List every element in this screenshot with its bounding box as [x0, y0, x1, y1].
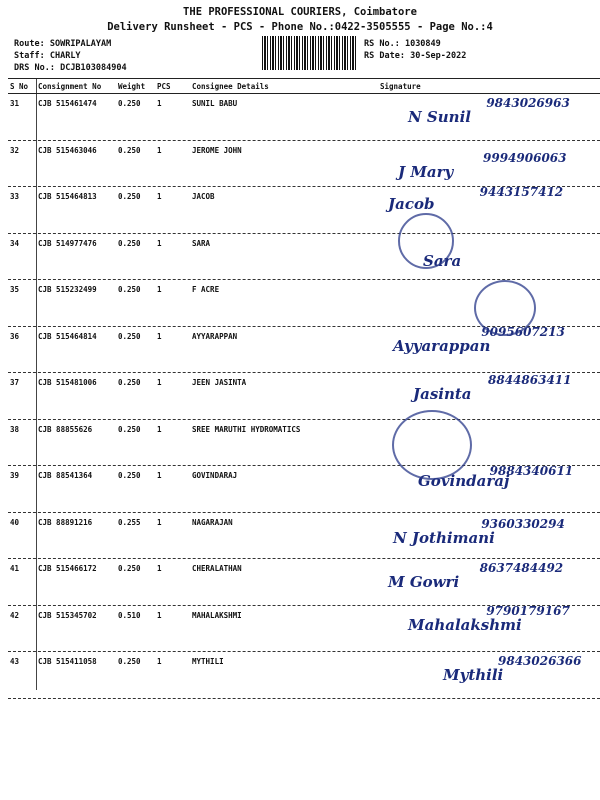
row-consignment: CJB 515461474 [38, 99, 97, 108]
row-sno: 34 [10, 238, 20, 248]
row-consignment: CJB 515345702 [38, 610, 97, 620]
signature-phone: 9843026963 [486, 96, 570, 110]
rs-no-line [364, 39, 441, 49]
table-row [8, 466, 600, 513]
row-sno: 32 [10, 145, 20, 155]
row-weight: 0.250 [118, 657, 141, 666]
table-row [8, 603, 600, 653]
signature-name: Govindaraj [418, 472, 510, 490]
table-row [8, 94, 600, 141]
col-pcs: PCS [157, 82, 171, 91]
signature-name: N Jothimani [393, 528, 495, 547]
signature-name: Sara [423, 251, 462, 270]
signature-phone: 9884340611 [489, 464, 574, 478]
row-weight: 0.250 [118, 285, 141, 294]
table-row [8, 652, 600, 699]
drs-label: DRS No.: [14, 63, 55, 73]
table-row [8, 234, 600, 281]
row-weight: 0.250 [118, 424, 141, 434]
row-pcs: 1 [157, 331, 162, 341]
row-sno: 36 [10, 331, 20, 341]
row-sno: 35 [10, 285, 20, 294]
row-details: F ACRE [192, 285, 220, 294]
row-sno: 31 [10, 99, 20, 108]
row-sno: 40 [10, 517, 20, 527]
staff-line [14, 51, 81, 61]
staff-value: CHARLY [49, 51, 81, 61]
row-details: CHERALATHAN [192, 564, 242, 573]
col-signature: Signature [380, 82, 421, 91]
signature-phone: 8844863411 [488, 373, 572, 387]
row-consignment: CJB 515464813 [38, 192, 97, 201]
signature-phone: 9843026366 [498, 654, 582, 668]
table-header [8, 78, 600, 94]
row-weight: 0.255 [118, 517, 141, 527]
row-weight: 0.250 [118, 192, 141, 201]
row-pcs: 1 [157, 657, 162, 666]
signature-name: M Gowri [388, 573, 460, 591]
row-consignment: CJB 515466172 [38, 564, 97, 573]
row-consignment: CJB 88891216 [38, 517, 93, 527]
row-pcs: 1 [157, 285, 162, 294]
row-pcs: 1 [157, 145, 162, 155]
row-weight: 0.250 [118, 145, 141, 155]
drs-value: DCJB103084904 [60, 63, 127, 73]
row-sno: 42 [10, 610, 20, 620]
stamp-seal [474, 280, 536, 336]
row-consignment: CJB 515464814 [38, 331, 97, 341]
row-pcs: 1 [157, 238, 162, 248]
row-consignment: CJB 515411058 [38, 657, 97, 666]
table-row [8, 513, 600, 560]
row-details: MYTHILI [192, 657, 224, 666]
barcode [262, 36, 358, 70]
row-sno: 38 [10, 424, 20, 434]
table-row [8, 141, 600, 188]
row-consignment: CJB 515463046 [38, 145, 97, 155]
row-sno: 37 [10, 378, 20, 387]
drs-line [14, 63, 127, 73]
row-weight: 0.250 [118, 564, 141, 573]
row-details: GOVINDARAJ [192, 471, 238, 480]
row-consignment: CJB 515481006 [38, 378, 97, 387]
col-consignment: Consignment No [38, 82, 102, 91]
route-value: SOWRIPALAYAM [49, 39, 112, 49]
staff-label: Staff: [14, 51, 45, 61]
row-details: SARA [192, 238, 211, 248]
signature-name: Jasinta [413, 385, 472, 403]
page-subtitle: Delivery Runsheet - PCS - Phone No.:0422-3505555 - Page No.:4 [107, 21, 493, 33]
signature-phone: 9095607213 [481, 324, 565, 339]
signature-phone: 9994906063 [483, 150, 567, 165]
row-weight: 0.250 [118, 331, 141, 341]
col-weight: Weight [118, 82, 146, 91]
runsheet-table [8, 78, 600, 699]
row-pcs: 1 [157, 99, 162, 108]
signature-name: Mahalakshmi [408, 615, 522, 634]
row-details: AYYARAPPAN [192, 331, 238, 341]
table-row [8, 373, 600, 420]
table-row [8, 559, 600, 606]
rs-no-value: 1030849 [404, 39, 441, 49]
col-sno: S No [10, 82, 29, 91]
row-weight: 0.250 [118, 471, 141, 480]
row-sno: 43 [10, 657, 20, 666]
signature-phone: 9790179167 [486, 603, 570, 618]
rs-date-line [364, 51, 466, 61]
signature-name: Mythili [443, 666, 504, 684]
stamp-seal [398, 213, 454, 269]
row-sno: 41 [10, 564, 20, 573]
row-details: JACOB [192, 192, 215, 201]
row-details: JEEN JASINTA [192, 378, 247, 387]
row-consignment: CJB 88855626 [38, 424, 93, 434]
row-consignment: CJB 88541364 [38, 471, 93, 480]
signature-name: N Sunil [408, 108, 471, 126]
row-pcs: 1 [157, 192, 162, 201]
route-line [14, 39, 111, 49]
stamp-seal [392, 410, 472, 480]
signature-name: Ayyarappan [393, 336, 491, 355]
row-details: SREE MARUTHI HYDROMATICS [192, 424, 301, 434]
row-weight: 0.250 [118, 99, 141, 108]
rs-date-label: RS Date: [364, 51, 405, 61]
row-pcs: 1 [157, 471, 162, 480]
row-pcs: 1 [157, 610, 162, 620]
signature-phone: 9360330294 [481, 516, 565, 531]
table-row [8, 420, 600, 467]
signature-phone: 8637484492 [479, 561, 564, 575]
row-pcs: 1 [157, 378, 162, 387]
signature-phone: 9443157412 [479, 185, 564, 199]
col-details: Consignee Details [192, 82, 269, 91]
row-pcs: 1 [157, 517, 162, 527]
row-weight: 0.250 [118, 378, 141, 387]
row-sno: 39 [10, 471, 20, 480]
row-details: NAGARAJAN [192, 517, 233, 527]
route-label: Route: [14, 39, 45, 49]
row-details: MAHALAKSHMI [192, 610, 242, 620]
table-body [8, 94, 600, 699]
row-consignment: CJB 514977476 [38, 238, 97, 248]
row-sno: 33 [10, 192, 20, 201]
row-consignment: CJB 515232499 [38, 285, 97, 294]
table-row [8, 187, 600, 234]
page-title: THE PROFESSIONAL COURIERS, Coimbatore [183, 6, 417, 18]
row-weight: 0.250 [118, 238, 141, 248]
signature-name: Jacob [388, 195, 435, 213]
row-details: SUNIL BABU [192, 99, 238, 108]
row-pcs: 1 [157, 424, 162, 434]
signature-name: J Mary [398, 162, 454, 181]
row-details: JEROME JOHN [192, 145, 242, 155]
rs-no-label: RS No.: [364, 39, 400, 49]
row-weight: 0.510 [118, 610, 141, 620]
row-pcs: 1 [157, 564, 162, 573]
rs-date-value: 30-Sep-2022 [410, 51, 467, 61]
